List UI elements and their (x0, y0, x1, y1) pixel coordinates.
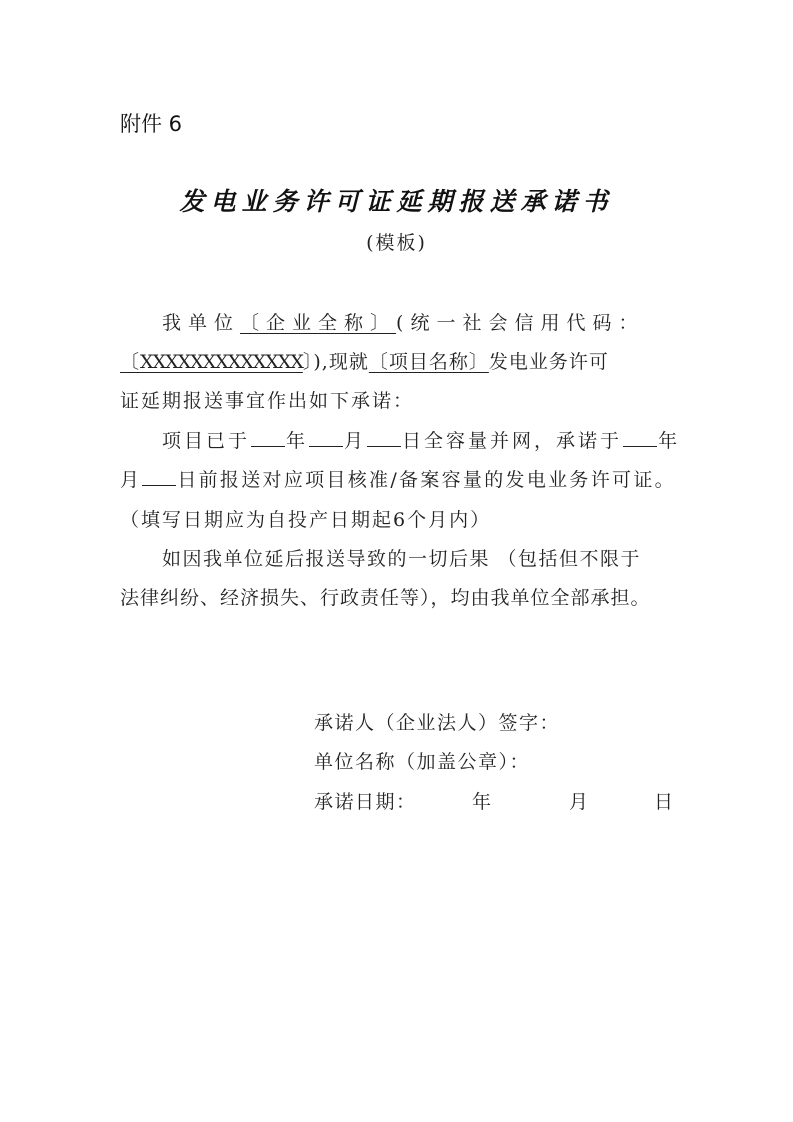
paragraph1-prefix: 我单位 (162, 312, 241, 334)
signer-label: 承诺人（企业法人）签字： (314, 712, 561, 734)
day-blank-2[interactable] (142, 467, 176, 486)
after-code-text: ),现就 (313, 351, 369, 373)
credit-code-field: 〔XXXXXXXXXXXXX (120, 351, 303, 373)
credit-code-value: XXXXXXXXXXXXX (140, 351, 303, 373)
date-label: 承诺日期： (314, 791, 417, 813)
paragraph1-line3: 证延期报送事宜作出如下承诺： (120, 390, 415, 412)
attachment-label: 附件 6 (120, 112, 183, 136)
paragraph1-line2: 〔XXXXXXXXXXXXX〕),现就〔项目名称〕发电业务许可 (120, 351, 609, 373)
paragraph2-line1: 项目已于 年 月 日全容量并网，承诺于 年 (162, 430, 681, 452)
date-year-label: 年 (472, 791, 492, 813)
day-blank-1[interactable] (367, 428, 401, 447)
credit-code-label: (统一社会信用代码： (396, 312, 645, 334)
paragraph3-line2: 法律纠纷、经济损失、行政责任等），均由我单位全部承担。 (120, 587, 651, 609)
paragraph1-line1 (120, 310, 672, 336)
paragraph2-line2: 月 日前报送对应项目核准/备案容量的发电业务许可证。 (120, 469, 676, 491)
year-blank-1[interactable] (251, 428, 285, 447)
document-subtitle: (模板) (366, 232, 427, 254)
paragraph2-note: （填写日期应为自投产日期起6个月内） (120, 509, 492, 531)
date-month-label: 月 (569, 791, 589, 813)
paragraph3-line1: 如因我单位延后报送导致的一切后果 （包括但不限于 (162, 548, 642, 570)
project-name-placeholder: 〔项目名称〕 (368, 351, 489, 373)
document-title: 发电业务许可证延期报送承诺书 (179, 187, 614, 216)
date-day-label: 日 (654, 791, 674, 813)
unit-name-label: 单位名称（加盖公章）： (314, 751, 531, 773)
company-name-placeholder: 〔企业全称〕 (240, 312, 397, 334)
after-project-text: 发电业务许可 (488, 351, 609, 373)
month-blank-1[interactable] (309, 428, 343, 447)
year-blank-2[interactable] (623, 428, 657, 447)
